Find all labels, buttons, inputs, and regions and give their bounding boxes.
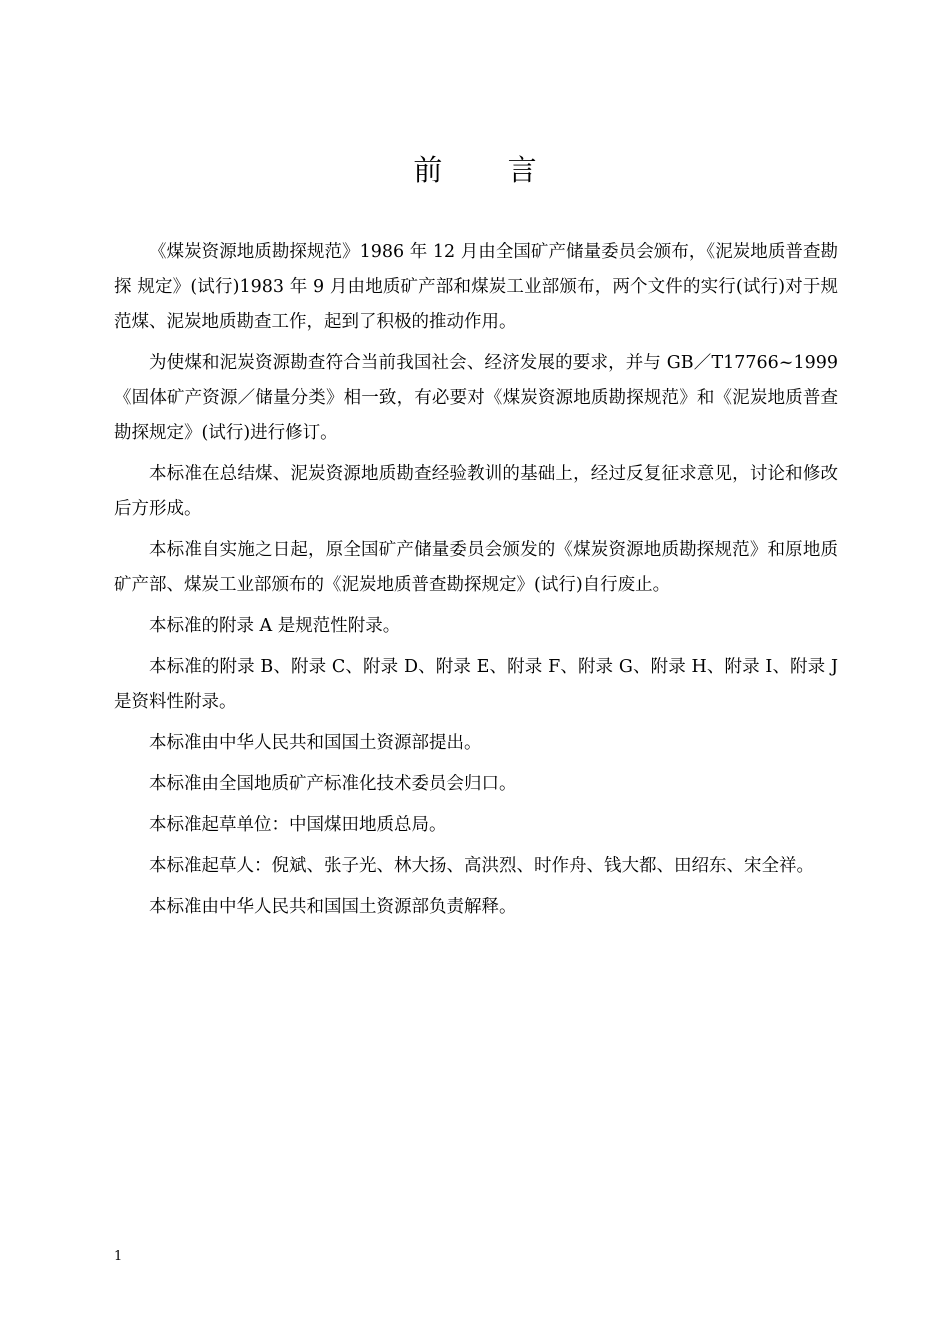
paragraph-3: 本标准在总结煤、泥炭资源地质勘查经验教训的基础上，经过反复征求意见，讨论和修改后方形成。 [114,464,838,519]
paragraph-5: 本标准的附录 A 是规范性附录。 [149,616,401,636]
page-title: 前 言 [413,153,565,187]
paragraph-6: 本标准的附录 B、附录 C、附录 D、附录 E、附录 F、附录 G、附录 H、附录 I、附录 J 是资料性附录。 [114,657,838,712]
foreword-body [114,235,838,931]
paragraph-7: 本标准由中华人民共和国国土资源部提出。 [149,733,482,753]
page-number: 1 [114,1249,123,1264]
paragraph-8: 本标准由全国地质矿产标准化技术委员会归口。 [149,774,517,794]
paragraph-1: 《煤炭资源地质勘探规范》1986 年 12 月由全国矿产储量委员会颁布，《泥炭地质普查勘探 规定》(试行)1983 年 9 月由地质矿产部和煤炭工业部颁布，两个文件的实行(试行)对于规范煤、泥炭地质勘查工作，起到了积极的推动作用。 [114,242,838,332]
paragraph-11: 本标准由中华人民共和国国土资源部负责解释。 [149,897,517,917]
paragraph-4: 本标准自实施之日起，原全国矿产储量委员会颁发的《煤炭资源地质勘探规范》和原地质矿产部、煤炭工业部颁布的《泥炭地质普查勘探规定》(试行)自行废止。 [114,540,838,595]
paragraph-9: 本标准起草单位：中国煤田地质总局。 [149,815,447,835]
paragraph-10: 本标准起草人：倪斌、张子光、林大扬、高洪烈、时作舟、钱大都、田绍东、宋全祥。 [149,856,814,876]
paragraph-2: 为使煤和泥炭资源勘查符合当前我国社会、经济发展的要求，并与 GB／T17766~1999《固体矿产资源／储量分类》相一致，有必要对《煤炭资源地质勘探规范》和《泥炭地质普查勘探规定》(试行)进行修订。 [114,353,838,443]
